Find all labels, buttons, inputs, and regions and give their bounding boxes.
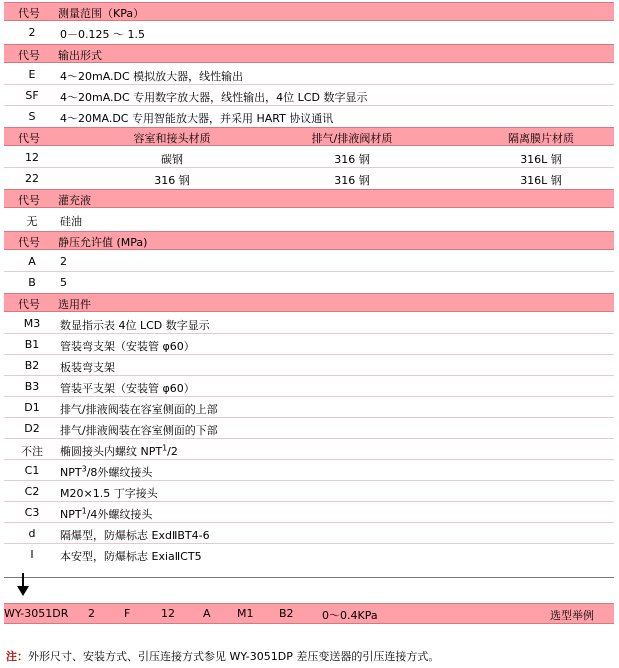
option-desc-after: /2 xyxy=(167,445,178,458)
options-header xyxy=(4,293,614,312)
fill-desc: 硅油 xyxy=(60,215,82,228)
example-label: 选型举例 xyxy=(550,609,594,622)
option-row-d1 xyxy=(4,397,614,418)
material-body: 316 钢 xyxy=(154,174,190,187)
arrow-stem xyxy=(22,573,24,587)
output-row-e xyxy=(4,64,614,85)
option-row-b2 xyxy=(4,355,614,376)
option-code: I xyxy=(30,548,34,561)
output-header xyxy=(4,44,614,63)
option-desc-sup: 3 xyxy=(81,464,87,474)
option-code: C3 xyxy=(24,506,40,519)
material-code: 12 xyxy=(25,151,39,164)
option-desc: 本安型，防爆标志 ExiaⅡCT5 xyxy=(60,550,202,563)
footnote-prefix: 注： xyxy=(6,650,28,663)
option-row-i xyxy=(4,544,614,565)
option-desc-text: NPT xyxy=(60,508,82,521)
fill-header xyxy=(4,189,614,208)
material-body: 碳钢 xyxy=(161,153,183,166)
example-option-b: B2 xyxy=(279,607,294,620)
material-valve: 316 钢 xyxy=(334,153,370,166)
option-desc xyxy=(60,443,178,459)
example-output-code: F xyxy=(124,607,131,620)
static-row-a xyxy=(4,251,614,272)
material-diaphragm: 316L 钢 xyxy=(520,153,562,166)
output-row-sf xyxy=(4,85,614,106)
output-code: SF xyxy=(25,89,39,102)
option-desc: 数显指示表 4位 LCD 数字显示 xyxy=(60,319,210,332)
range-desc: 0－0.125 ～ 1.5 xyxy=(60,28,145,41)
material-header-valve: 排气/排液阀材质 xyxy=(311,132,393,145)
option-row-d2 xyxy=(4,418,614,439)
option-code: B1 xyxy=(24,338,40,351)
range-header-name: 测量范围（KPa） xyxy=(58,7,145,20)
output-code: S xyxy=(28,110,36,123)
option-row-b3 xyxy=(4,376,614,397)
example-row xyxy=(4,603,614,624)
output-desc: 4～20mA.DC 模拟放大器，线性输出 xyxy=(60,70,244,83)
static-header xyxy=(4,231,614,250)
option-desc: 管装弯支架（安装管 φ60） xyxy=(60,340,195,353)
option-code: B3 xyxy=(24,380,40,393)
material-header-body: 容室和接头材质 xyxy=(133,132,211,145)
range-header-code: 代号 xyxy=(18,7,40,20)
option-desc: 板装弯支架 xyxy=(60,361,115,374)
option-code: D1 xyxy=(24,401,40,414)
output-desc: 4～20mA.DC 专用数字放大器，线性输出，4位 LCD 数字显示 xyxy=(60,91,368,104)
option-row-c1 xyxy=(4,460,614,481)
material-header-diaphragm: 隔离膜片材质 xyxy=(508,132,574,145)
footnote xyxy=(6,648,439,664)
option-row-c3 xyxy=(4,502,614,523)
static-header-code: 代号 xyxy=(18,236,40,249)
option-code: 不注 xyxy=(21,445,43,458)
divider-line xyxy=(4,577,614,578)
fill-header-name: 灌充液 xyxy=(58,194,91,207)
example-static-code: A xyxy=(203,607,211,620)
material-diaphragm: 316L 钢 xyxy=(520,174,562,187)
option-desc-text: NPT xyxy=(60,466,82,479)
option-desc-after: /8外螺纹接头 xyxy=(86,466,153,479)
fill-row xyxy=(4,209,614,230)
material-code: 22 xyxy=(25,172,39,185)
static-code: B xyxy=(28,276,36,289)
option-code: C2 xyxy=(24,485,40,498)
output-row-s xyxy=(4,106,614,127)
output-header-name: 输出形式 xyxy=(58,49,102,62)
option-desc: 排气/排液阀装在容室侧面的下部 xyxy=(60,424,218,437)
fill-header-code: 代号 xyxy=(18,194,40,207)
example-material-code: 12 xyxy=(161,607,175,620)
range-row xyxy=(4,22,614,43)
option-desc: 隔爆型，防爆标志 ExdⅡBT4-6 xyxy=(60,529,210,542)
example-range-value: 0～0.4KPa xyxy=(322,609,378,622)
option-desc: 管装平支架（安装管 φ60） xyxy=(60,382,195,395)
static-row-b xyxy=(4,272,614,293)
example-option-m: M1 xyxy=(237,607,254,620)
option-desc xyxy=(60,464,152,480)
range-header xyxy=(4,2,614,21)
static-desc: 2 xyxy=(60,255,67,268)
example-model: WY-3051DR xyxy=(4,607,69,620)
option-code: M3 xyxy=(23,317,41,330)
static-header-name: 静压允许值 (MPa) xyxy=(58,236,148,249)
option-desc: 排气/排液阀装在容室侧面的上部 xyxy=(60,403,218,416)
option-code: B2 xyxy=(24,359,40,372)
static-code: A xyxy=(28,255,36,268)
option-row-c2 xyxy=(4,481,614,502)
option-row-b1 xyxy=(4,334,614,355)
footnote-text: 外形尺寸、安装方式、引压连接方式参见 WY-3051DP 差压变送器的引压连接方式。 xyxy=(28,650,440,663)
option-code: d xyxy=(28,527,36,540)
option-code: D2 xyxy=(24,422,40,435)
option-desc-after: /4外螺纹接头 xyxy=(86,508,153,521)
option-desc: M20×1.5 丁字接头 xyxy=(60,487,158,500)
option-desc xyxy=(60,506,152,522)
options-header-name: 选用件 xyxy=(58,298,91,311)
arrow-down-icon xyxy=(17,586,29,596)
output-code: E xyxy=(28,68,36,81)
fill-code: 无 xyxy=(26,215,38,228)
option-desc-sup: 1 xyxy=(162,443,168,453)
output-header-code: 代号 xyxy=(18,49,40,62)
material-header-code: 代号 xyxy=(18,132,40,145)
option-desc-text: 椭圆接头内螺纹 NPT xyxy=(60,445,163,458)
options-header-code: 代号 xyxy=(18,298,40,311)
material-valve: 316 钢 xyxy=(334,174,370,187)
static-desc: 5 xyxy=(60,276,67,289)
output-desc: 4～20MA.DC 专用智能放大器，并采用 HART 协议通讯 xyxy=(60,112,334,125)
material-row-12 xyxy=(4,147,614,168)
example-range-code: 2 xyxy=(88,607,95,620)
material-header xyxy=(4,127,614,146)
option-row-m3 xyxy=(4,313,614,334)
material-row-22 xyxy=(4,168,614,189)
option-desc-sup: 1 xyxy=(81,506,87,516)
option-row-default xyxy=(4,439,614,460)
option-code: C1 xyxy=(24,464,40,477)
option-row-d xyxy=(4,523,614,544)
range-code: 2 xyxy=(28,26,36,39)
